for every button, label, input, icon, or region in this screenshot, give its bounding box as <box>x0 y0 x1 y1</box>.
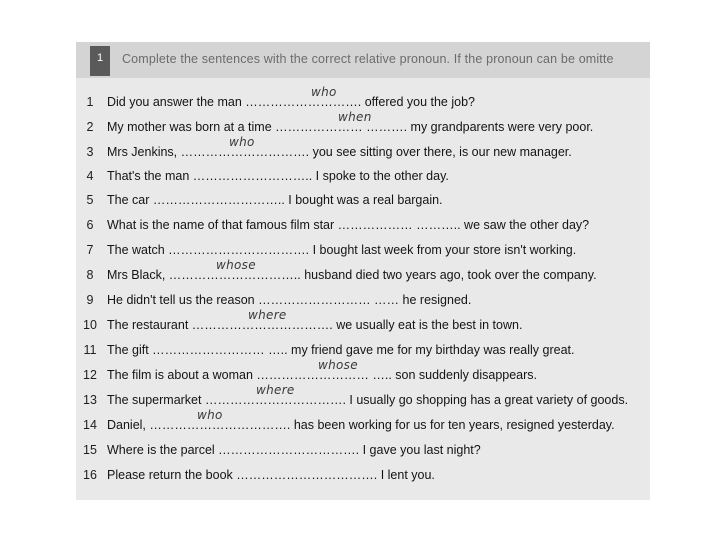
question-row <box>76 258 650 287</box>
question-number: 15 <box>83 443 97 457</box>
question-text: The gift ……………………… ….. my friend gave me for my birthday was really great. <box>107 343 575 357</box>
question-row <box>76 358 650 387</box>
question-row <box>76 340 650 362</box>
question-text: The film is about a woman ……………………… ….. son suddenly disappears. <box>107 368 538 382</box>
exercise-number-badge: 1 <box>90 46 110 76</box>
handwritten-answer: who <box>311 85 337 99</box>
question-number: 8 <box>86 268 94 282</box>
question-row <box>76 308 650 337</box>
question-text: Mrs Jenkins, …………………………. you see sitting over there, is our new manager. <box>107 145 572 159</box>
question-row <box>76 465 650 487</box>
question-text: Daniel, ……………………………. has been working for us for ten years, resigned yesterday. <box>107 418 615 432</box>
question-row <box>76 240 650 262</box>
worksheet-page <box>76 42 650 500</box>
question-row <box>76 440 650 462</box>
question-row <box>76 383 650 412</box>
question-row <box>76 110 650 139</box>
handwritten-answer: who <box>229 135 255 149</box>
question-text: The car ………………………….. I bought was a real bargain. <box>107 193 443 207</box>
handwritten-answer: whose <box>318 358 358 372</box>
question-number: 5 <box>86 193 94 207</box>
question-number: 3 <box>86 145 94 159</box>
question-row <box>76 215 650 237</box>
question-number: 4 <box>86 169 94 183</box>
question-row <box>76 190 650 212</box>
question-row <box>76 408 650 437</box>
question-number: 6 <box>86 218 94 232</box>
question-number: 11 <box>83 343 97 357</box>
question-text: The supermarket ……………………………. I usually go shopping has a great variety of goods. <box>107 393 629 407</box>
question-number: 16 <box>83 468 97 482</box>
question-row <box>76 166 650 188</box>
question-number: 7 <box>86 243 94 257</box>
question-text: That's the man ……………………….. I spoke to the other day. <box>107 169 449 183</box>
question-text: Please return the book ……………………………. I lent you. <box>107 468 435 482</box>
question-text: Did you answer the man ………………………. offered you the job? <box>107 95 475 109</box>
question-text: My mother was born at a time ………………… ………. my grandparents were very poor. <box>107 120 594 134</box>
question-number: 13 <box>83 393 97 407</box>
question-text: He didn't tell us the reason ……………………… …… he resigned. <box>107 293 472 307</box>
instructions-text: Complete the sentences with the correct relative pronoun. If the pronoun can be omitte <box>122 52 614 66</box>
handwritten-answer: whose <box>216 258 256 272</box>
question-text: Where is the parcel ……………………………. I gave you last night? <box>107 443 481 457</box>
question-text: The restaurant ……………………………. we usually eat is the best in town. <box>107 318 523 332</box>
question-row <box>76 290 650 312</box>
handwritten-answer: when <box>338 110 372 124</box>
question-number: 9 <box>86 293 94 307</box>
question-number: 10 <box>83 318 97 332</box>
question-text: What is the name of that famous film star ……………… ……….. we saw the other day? <box>107 218 590 232</box>
handwritten-answer: who <box>197 408 223 422</box>
question-number: 2 <box>86 120 94 134</box>
question-number: 12 <box>83 368 97 382</box>
question-number: 14 <box>83 418 97 432</box>
question-text: The watch ……………………………. I bought last week from your store isn't working. <box>107 243 577 257</box>
handwritten-answer: where <box>256 383 295 397</box>
question-number: 1 <box>86 95 94 109</box>
question-list <box>76 42 650 500</box>
question-row <box>76 135 650 164</box>
handwritten-answer: where <box>248 308 287 322</box>
question-text: Mrs Black, ………………………….. husband died two years ago, took over the company. <box>107 268 597 282</box>
